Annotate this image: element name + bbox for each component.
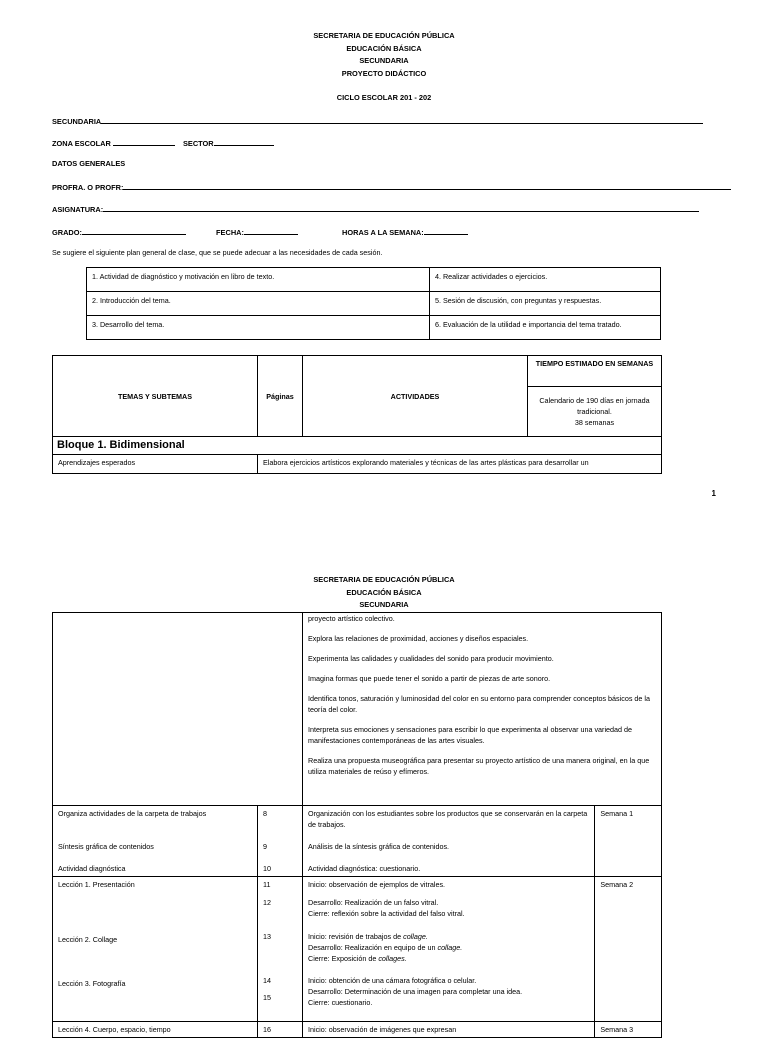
secundaria-label: SECUNDARIA <box>52 117 102 126</box>
actividad-item: Inicio: observación de imágenes que expresan <box>303 1022 595 1038</box>
table-row <box>53 455 662 474</box>
actividad-item <box>308 931 589 942</box>
secundaria-field <box>52 115 703 126</box>
actividad-emphasis: collage. <box>403 932 428 941</box>
temas-header: TEMAS Y SUBTEMAS <box>53 356 258 437</box>
profra-label: PROFRA. O PROFR: <box>52 183 124 192</box>
page-number: 1 <box>711 489 716 498</box>
plan-cell: 4. Realizar actividades o ejercicios. <box>430 268 661 292</box>
page-ref: 16 <box>258 1022 303 1038</box>
temas-cell <box>53 806 258 877</box>
class-plan-table <box>86 267 661 340</box>
page-ref: 8 <box>263 809 267 818</box>
page-ref: 9 <box>263 842 267 851</box>
aprendizajes-label: Aprendizajes esperados <box>53 455 258 474</box>
header-line: SECUNDARIA <box>359 600 409 609</box>
sector-blank[interactable] <box>214 137 274 146</box>
tema-item: Síntesis gráfica de contenidos <box>58 842 154 851</box>
plan-cell: 5. Sesión de discusión, con preguntas y respuestas. <box>430 292 661 316</box>
aprendizaje-item: Interpreta sus emociones y sensaciones para escribir lo que experimenta al observar una variedad de manifestaciones contemporáneas de las artes visuales. <box>308 725 633 745</box>
actividades-cell <box>303 877 595 1022</box>
actividad-item <box>308 953 589 975</box>
aprendizaje-item: Identifica tonos, saturación y luminosidad del color en su entorno para comprender conceptos básicos de la teoría del color. <box>308 694 651 714</box>
tema-item: Organiza actividades de la carpeta de trabajos <box>58 809 207 818</box>
horas-blank[interactable] <box>424 226 468 235</box>
empty-cell <box>53 613 303 806</box>
plan-cell: 6. Evaluación de la utilidad e importancia del tema tratado. <box>430 316 661 340</box>
table-row <box>87 292 661 316</box>
aprendizaje-item: proyecto artístico colectivo. <box>308 614 395 623</box>
table-row <box>53 437 662 455</box>
actividad-item: Actividad diagnóstica: cuestionario. <box>308 864 421 873</box>
page-ref: 15 <box>263 993 271 1002</box>
header-line: SECRETARIA DE EDUCACIÓN PÚBLICA <box>313 575 455 584</box>
grado-blank[interactable] <box>82 226 186 235</box>
header-line: PROYECTO DIDÁCTICO <box>341 68 427 78</box>
plan-cell: 2. Introducción del tema. <box>87 292 430 316</box>
aprendizaje-item: Explora las relaciones de proximidad, acciones y diseños espaciales. <box>308 634 529 643</box>
table-row <box>87 268 661 292</box>
tema-item: Lección 2. Collage <box>58 935 118 944</box>
secundaria-blank[interactable] <box>101 115 703 124</box>
paginas-header: Páginas <box>258 356 303 437</box>
page-ref: 13 <box>263 932 271 941</box>
page-ref: 12 <box>263 898 271 907</box>
actividad-emphasis: collage. <box>437 943 463 952</box>
bloque-title: Bloque 1. Bidimensional <box>53 437 662 455</box>
actividades-header: ACTIVIDADES <box>303 356 528 437</box>
fecha-blank[interactable] <box>244 226 298 235</box>
aprendizaje-item: Realiza una propuesta museográfica para presentar su proyecto artístico de una manera original, en la que utiliza materiales de reúso y efímeros. <box>308 756 650 776</box>
asignatura-label: ASIGNATURA: <box>52 205 104 214</box>
planning-table <box>52 355 662 474</box>
page-ref: 10 <box>263 864 271 873</box>
plan-cell: 3. Desarrollo del tema. <box>87 316 430 340</box>
actividad-item: Inicio: observación de ejemplos de vitrales. <box>308 880 446 889</box>
table-row <box>53 356 662 387</box>
zona-label: ZONA ESCOLAR <box>52 139 111 148</box>
aprendizajes-list <box>303 613 662 806</box>
header-line: SECUNDARIA <box>359 56 409 65</box>
zona-blank[interactable] <box>113 137 175 146</box>
tema-item: Lección 1. Presentación <box>58 880 135 889</box>
table-row <box>53 877 662 1022</box>
actividad-item: Desarrollo: Determinación de una imagen para completar una idea. <box>308 987 523 996</box>
header-line: EDUCACIÓN BÁSICA <box>346 43 422 53</box>
semana-cell: Semana 3 <box>595 1022 662 1038</box>
intro-text: Se sugiere el siguiente plan general de clase, que se puede adecuar a las necesidades de cada sesión. <box>52 248 383 257</box>
tema-item: Lección 3. Fotografía <box>58 979 126 988</box>
tiempo-header: TIEMPO ESTIMADO EN SEMANAS <box>528 356 662 387</box>
table-row <box>87 316 661 340</box>
profra-blank[interactable] <box>123 181 731 190</box>
aprendizaje-item: Experimenta las calidades y cualidades del sonido para producir movimiento. <box>308 654 554 663</box>
aprendizaje-item: Imagina formas que puede tener el sonido a partir de piezas de arte sonoro. <box>308 674 551 683</box>
actividad-item: Inicio: obtención de una cámara fotográfica o celular. <box>308 976 477 985</box>
horas-label: HORAS A LA SEMANA: <box>342 228 424 237</box>
actividades-cell <box>303 806 595 877</box>
header-line: SECRETARIA DE EDUCACIÓN PÚBLICA <box>313 31 455 40</box>
paginas-cell <box>258 806 303 877</box>
temas-cell <box>53 877 258 1022</box>
asignatura-field <box>52 203 699 214</box>
page-ref: 11 <box>263 880 271 889</box>
paginas-cell <box>258 877 303 1022</box>
grado-label: GRADO: <box>52 228 82 237</box>
actividad-item <box>308 942 589 953</box>
actividad-item: Organización con los estudiantes sobre los productos que se conservarán en la carpeta de trabajos. <box>308 809 588 829</box>
sector-label: SECTOR <box>182 139 214 148</box>
profesor-field <box>52 181 731 192</box>
table-row <box>53 806 662 877</box>
tema-item: Lección 4. Cuerpo, espacio, tiempo <box>53 1022 258 1038</box>
actividad-text: Desarrollo: Realización en equipo de un <box>308 943 438 952</box>
aprendizajes-text: Elabora ejercicios artísticos explorando materiales y técnicas de las artes plásticas para desarrollar un <box>258 455 662 474</box>
asignatura-blank[interactable] <box>103 203 699 212</box>
page1-header <box>0 30 768 80</box>
actividad-item: Cierre: reflexión sobre la actividad del falso vitral. <box>308 909 465 918</box>
ciclo-escolar: CICLO ESCOLAR 201 - 202 <box>336 93 432 102</box>
actividad-item: Cierre: cuestionario. <box>308 998 373 1007</box>
table-row <box>53 613 662 806</box>
semana-cell: Semana 2 <box>595 877 662 1022</box>
actividad-item: Desarrollo: Realización de un falso vitral. <box>308 898 439 907</box>
datos-generales-label: DATOS GENERALES <box>52 159 126 168</box>
fecha-label: FECHA: <box>216 228 244 237</box>
planning-table-continued <box>52 612 662 1038</box>
calendario-text: Calendario de 190 días en jornada tradicional. <box>539 396 650 416</box>
semana-cell: Semana 1 <box>595 806 662 877</box>
page-ref: 14 <box>263 976 271 985</box>
grado-fecha-horas-field <box>52 226 468 237</box>
tema-item: Actividad diagnóstica <box>58 864 126 873</box>
actividad-text: Cierre: Exposición de <box>308 954 379 963</box>
semanas-text: 38 semanas <box>574 418 615 427</box>
actividad-text: Inicio: revisión de trabajos de <box>308 932 404 941</box>
plan-cell: 1. Actividad de diagnóstico y motivación en libro de texto. <box>87 268 430 292</box>
header-line: EDUCACIÓN BÁSICA <box>346 587 422 597</box>
actividad-item: Análisis de la síntesis gráfica de contenidos. <box>308 842 450 851</box>
page2-header <box>0 574 768 612</box>
calendario-cell <box>528 387 662 437</box>
zona-sector-field <box>52 137 274 148</box>
actividad-emphasis: collages. <box>378 954 407 963</box>
